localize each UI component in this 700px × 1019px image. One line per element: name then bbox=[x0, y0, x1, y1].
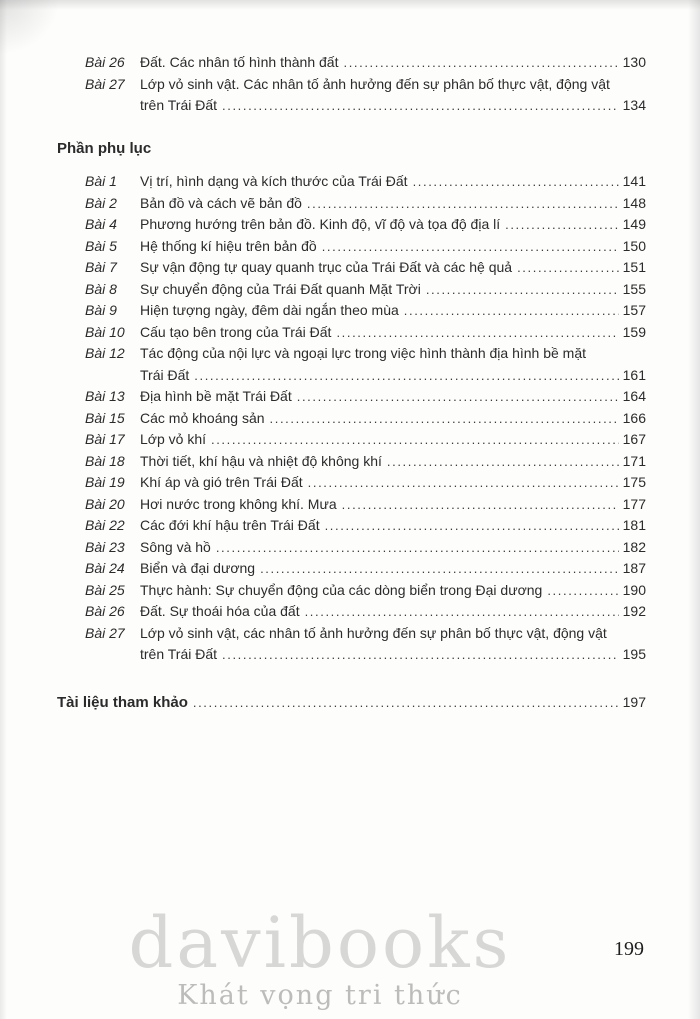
toc-entry bbox=[57, 537, 646, 559]
section-heading: Phần phụ lục bbox=[57, 139, 152, 157]
toc-entry-number: Bài 10 bbox=[85, 323, 125, 340]
toc-entry bbox=[57, 429, 646, 451]
toc-entry-title: Hiện tượng ngày, đêm dài ngắn theo mùa bbox=[140, 302, 399, 318]
toc-entry-page: 151 bbox=[622, 259, 646, 275]
scan-shadow-top bbox=[0, 0, 700, 10]
toc-entry-title: Phương hướng trên bản đồ. Kinh độ, vĩ độ và tọa độ địa lí bbox=[140, 216, 501, 232]
toc-entry-title: Bản đồ và cách vẽ bản đồ bbox=[140, 194, 302, 211]
toc-entry-number: Bài 20 bbox=[85, 495, 125, 512]
toc-entry-title: Cấu tạo bên trong của Trái Đất bbox=[140, 323, 332, 340]
toc-entry-title: Khí áp và gió trên Trái Đất bbox=[140, 474, 303, 490]
toc-entry-title: Lớp vỏ sinh vật. Các nhân tố ảnh hưởng đến sự phân bố thực vật, động vật bbox=[140, 75, 610, 92]
toc-entry-title: Lớp vỏ sinh vật, các nhân tố ảnh hưởng đến sự phân bố thực vật, động vật bbox=[140, 624, 607, 641]
toc-entry bbox=[57, 408, 646, 430]
toc-entry-number: Bài 9 bbox=[85, 302, 117, 318]
toc-entry bbox=[57, 601, 646, 623]
toc-entry-page: 134 bbox=[622, 97, 646, 113]
toc-entry-title: Tác động của nội lực và ngoại lực trong việc hình thành địa hình bề mặt bbox=[140, 345, 587, 361]
toc-section-entries bbox=[57, 171, 646, 666]
toc-entry bbox=[57, 343, 646, 386]
toc-entry-page: 192 bbox=[622, 603, 646, 619]
toc-entry-page: 166 bbox=[622, 409, 646, 426]
toc-entry-page: 182 bbox=[622, 538, 646, 555]
table-of-contents bbox=[57, 52, 646, 713]
toc-entry-number: Bài 27 bbox=[85, 75, 125, 92]
toc-entry-page: 130 bbox=[622, 54, 646, 70]
toc-entry-title: Các đới khí hậu trên Trái Đất bbox=[140, 517, 320, 533]
toc-entry-number: Bài 27 bbox=[85, 624, 125, 641]
toc-entry-number: Bài 26 bbox=[85, 54, 125, 70]
toc-entry-page: 167 bbox=[622, 431, 646, 447]
toc-entry-page: 157 bbox=[622, 302, 646, 318]
toc-entry-page: 161 bbox=[622, 366, 646, 383]
toc-entry bbox=[57, 74, 646, 117]
watermark-brand: davibooks bbox=[128, 902, 512, 984]
toc-entry-title: Đất. Các nhân tố hình thành đất bbox=[140, 54, 339, 70]
toc-entry-page: 141 bbox=[622, 173, 646, 189]
toc-entry-title: Sông và hồ bbox=[140, 538, 211, 555]
toc-entry-page: 164 bbox=[622, 388, 646, 404]
toc-leader-dots bbox=[336, 322, 618, 344]
watermark-slogan: Khát vọng tri thức bbox=[177, 980, 463, 1011]
toc-leader-dots bbox=[211, 429, 619, 451]
toc-entry bbox=[57, 494, 646, 516]
toc-entry-number: Bài 2 bbox=[85, 194, 117, 211]
toc-leader-dots bbox=[413, 171, 619, 193]
references-entry bbox=[57, 692, 646, 714]
toc-leader-dots bbox=[308, 472, 619, 494]
toc-entry-number: Bài 23 bbox=[85, 538, 125, 555]
toc-entry-number: Bài 24 bbox=[85, 560, 125, 576]
toc-leader-dots bbox=[216, 537, 619, 559]
toc-entry bbox=[57, 472, 646, 494]
toc-entry-title: Lớp vỏ khí bbox=[140, 431, 206, 447]
toc-entry-number: Bài 5 bbox=[85, 237, 117, 254]
toc-leader-dots bbox=[505, 214, 619, 236]
toc-entry-number: Bài 13 bbox=[85, 388, 125, 404]
toc-entry-page: 155 bbox=[622, 280, 646, 297]
toc-entry-number: Bài 15 bbox=[85, 409, 125, 426]
toc-entry-page: 187 bbox=[622, 560, 646, 576]
toc-entry-page: 159 bbox=[622, 323, 646, 340]
toc-entry bbox=[57, 236, 646, 258]
toc-entry bbox=[57, 623, 646, 666]
toc-entry-page: 175 bbox=[622, 474, 646, 490]
toc-entry-number: Bài 26 bbox=[85, 603, 125, 619]
toc-entry-title: Đất. Sự thoái hóa của đất bbox=[140, 603, 300, 619]
toc-leader-dots bbox=[260, 558, 619, 580]
scan-shadow-left bbox=[0, 0, 7, 1019]
toc-leader-dots bbox=[517, 257, 619, 279]
toc-leader-dots bbox=[222, 95, 619, 117]
toc-leader-dots bbox=[194, 365, 618, 387]
toc-leader-dots bbox=[343, 52, 618, 74]
toc-leader-dots bbox=[193, 692, 619, 714]
toc-entry-title: Các mỏ khoáng sản bbox=[140, 409, 265, 426]
toc-entry-page: 177 bbox=[622, 495, 646, 512]
toc-entry bbox=[57, 214, 646, 236]
toc-entry-title: Biển và đại dương bbox=[140, 560, 256, 576]
toc-leader-dots bbox=[325, 515, 619, 537]
toc-entry-number: Bài 18 bbox=[85, 452, 125, 469]
toc-entry-title: trên Trái Đất bbox=[140, 97, 218, 113]
toc-entry-title: Địa hình bề mặt Trái Đất bbox=[140, 388, 292, 404]
toc-entry-number: Bài 4 bbox=[85, 216, 117, 232]
toc-entry-page: 181 bbox=[622, 517, 646, 533]
toc-entry-number: Bài 1 bbox=[85, 173, 117, 189]
toc-entry-title: Hệ thống kí hiệu trên bản đồ bbox=[140, 237, 317, 254]
toc-entry bbox=[57, 515, 646, 537]
toc-entry-title: Trái Đất bbox=[140, 366, 190, 383]
toc-entry-title: Thời tiết, khí hậu và nhiệt độ không khí bbox=[140, 452, 382, 469]
toc-entry-number: Bài 17 bbox=[85, 431, 125, 447]
toc-leader-dots bbox=[222, 644, 619, 666]
page-number: 199 bbox=[614, 938, 644, 960]
toc-entry-title: Hơi nước trong không khí. Mưa bbox=[140, 495, 337, 512]
toc-entry-number: Bài 12 bbox=[85, 345, 125, 361]
toc-top-entries bbox=[57, 52, 646, 117]
toc-entry-number: Bài 19 bbox=[85, 474, 125, 490]
toc-entry-page: 149 bbox=[622, 216, 646, 232]
watermark bbox=[0, 902, 640, 1011]
toc-entry-page: 171 bbox=[622, 452, 646, 469]
toc-entry bbox=[57, 451, 646, 473]
toc-entry-title: Sự vận động tự quay quanh trục của Trái Đất và các hệ quả bbox=[140, 259, 513, 275]
toc-entry bbox=[57, 386, 646, 408]
toc-entry-title: Sự chuyển động của Trái Đất quanh Mặt Trời bbox=[140, 280, 421, 297]
toc-entry-number: Bài 22 bbox=[85, 517, 125, 533]
toc-entry bbox=[57, 580, 646, 602]
toc-leader-dots bbox=[426, 279, 619, 301]
toc-entry bbox=[57, 279, 646, 301]
toc-leader-dots bbox=[387, 451, 619, 473]
toc-entry-number: Bài 7 bbox=[85, 259, 117, 275]
toc-entry-number: Bài 8 bbox=[85, 280, 117, 297]
references-title: Tài liệu tham khảo bbox=[57, 693, 188, 711]
toc-entry bbox=[57, 171, 646, 193]
scan-shadow-right bbox=[688, 0, 700, 1019]
toc-entry bbox=[57, 558, 646, 580]
toc-entry-number: Bài 25 bbox=[85, 581, 125, 598]
toc-leader-dots bbox=[305, 601, 619, 623]
toc-entry-title: Thực hành: Sự chuyển động của các dòng biển trong Đại dương bbox=[140, 581, 543, 598]
toc-leader-dots bbox=[404, 300, 619, 322]
toc-entry-page: 195 bbox=[622, 646, 646, 662]
toc-entry-page: 150 bbox=[622, 237, 646, 254]
toc-entry-title: trên Trái Đất bbox=[140, 646, 218, 662]
toc-entry bbox=[57, 193, 646, 215]
scan-smudge bbox=[0, 0, 60, 55]
toc-leader-dots bbox=[270, 408, 619, 430]
toc-entry bbox=[57, 322, 646, 344]
toc-entry bbox=[57, 300, 646, 322]
toc-leader-dots bbox=[307, 193, 619, 215]
toc-leader-dots bbox=[297, 386, 619, 408]
toc-leader-dots bbox=[342, 494, 619, 516]
toc-entry-page: 148 bbox=[622, 194, 646, 211]
toc-entry-page: 190 bbox=[622, 581, 646, 598]
toc-leader-dots bbox=[322, 236, 619, 258]
references-page: 197 bbox=[622, 693, 646, 710]
toc-entry bbox=[57, 257, 646, 279]
toc-entry bbox=[57, 52, 646, 74]
toc-entry-title: Vị trí, hình dạng và kích thước của Trái Đất bbox=[140, 173, 408, 189]
toc-leader-dots bbox=[547, 580, 618, 602]
